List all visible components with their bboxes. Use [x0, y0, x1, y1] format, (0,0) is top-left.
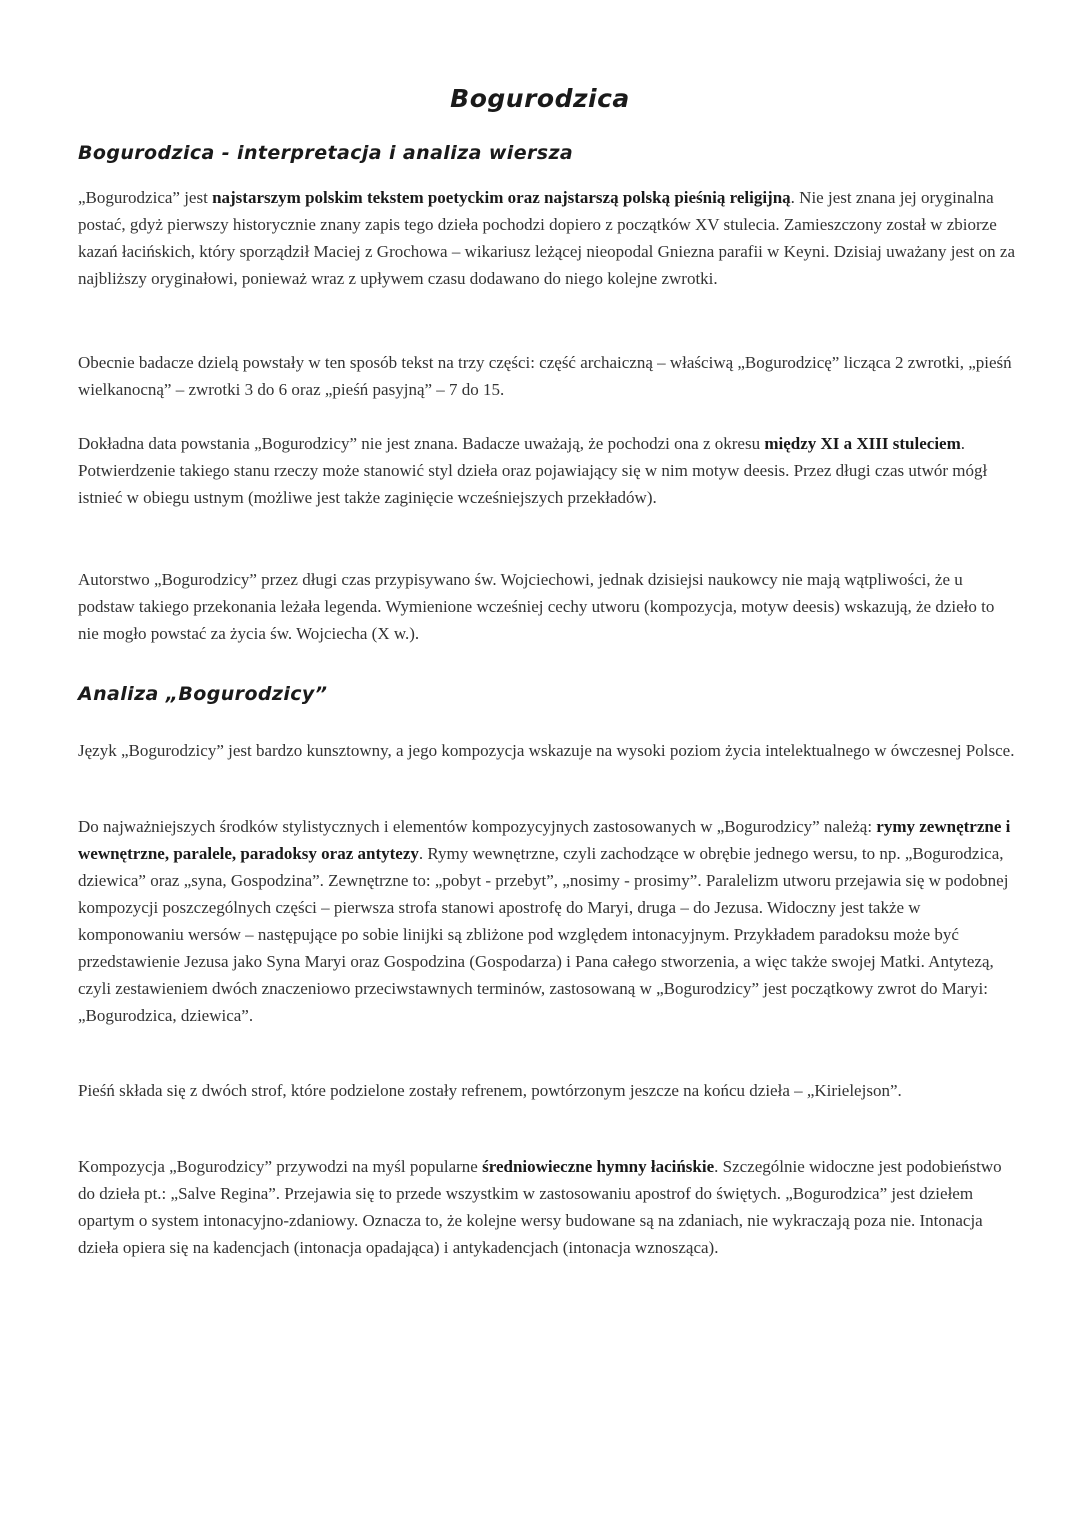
- bold-text-run: najstarszym polskim tekstem poetyckim oraz najstarszą polską pieśnią religijną: [212, 188, 791, 207]
- paragraph-parts: [78, 349, 1018, 403]
- section-heading-interpretation: Bogurodzica - interpretacja i analiza wiersza: [78, 142, 574, 164]
- bold-text-run: średniowieczne hymny łacińskie: [482, 1157, 715, 1176]
- text-run: . Nie jest znana jej oryginalna postać, gdyż pierwszy historycznie znany zapis tego dzieła pochodzi dopiero z początków XV stulecia. Zamieszczony został w zbiorze kazań łacińskich, który sporządził Maciej z Grochowa – wikariusz leżącej nieopodal Gniezna parafii w Keyni. Dzisiaj uważany jest on za najbliższy oryginałowi, ponieważ wraz z upływem czasu dodawano do niego kolejne zwrotki.: [78, 188, 1015, 288]
- section-heading-analysis: Analiza „Bogurodzicy”: [78, 683, 328, 705]
- text-run: Do najważniejszych środków stylistycznych i elementów kompozycyjnych zastosowanych w „Bogurodzicy” należą:: [78, 817, 877, 836]
- page-title: Bogurodzica: [450, 84, 630, 113]
- paragraph-structure: [78, 1077, 1018, 1104]
- text-run: Kompozycja „Bogurodzicy” przywodzi na myśl popularne: [78, 1157, 483, 1176]
- paragraph-authorship: [78, 566, 1018, 647]
- text-run: Autorstwo „Bogurodzicy” przez długi czas przypisywano św. Wojciechowi, jednak dzisiejsi naukowcy nie mają wątpliwości, że u podstaw takiego przekonania leżała legenda. Wymienione wcześniej cechy utworu (kompozycja, motyw deesis) wskazują, że dzieło to nie mogło powstać za życia św. Wojciecha (X w.).: [78, 570, 995, 643]
- paragraph-intro: [78, 184, 1018, 292]
- text-run: . Rymy wewnętrzne, czyli zachodzące w obrębie jednego wersu, to np. „Bogurodzica, dziewica” oraz „syna, Gospodzina”. Zewnętrzne to: „pobyt - przebyt”, „nosimy - prosimy”. Paralelizm utworu przejawia się w podobnej kompozycji poszczególnych części – pierwsza strofa stanowi apostrofę do Maryi, druga – do Jezusa. Widoczny jest także w komponowaniu wersów – następujące po sobie linijki są zbliżone pod względem intonacyjnym. Przykładem paradoksu może być przedstawienie Jezusa jako Syna Maryi oraz Gospodzina (Gospodarza) i Pana całego stworzenia, a więc także swojej Matki. Antytezą, czyli zestawieniem dwóch znaczeniowo przeciwstawnych terminów, zastosowaną w „Bogurodzicy” jest początkowy zwrot do Maryi: „Bogurodzica, dziewica”.: [78, 844, 1009, 1025]
- text-run: Obecnie badacze dzielą powstały w ten sposób tekst na trzy części: część archaiczną – właściwą „Bogurodzicę” licząca 2 zwrotki, „pieśń wielkanocną” – zwrotki 3 do 6 oraz „pieśń pasyjną” – 7 do 15.: [78, 353, 1012, 399]
- paragraph-language: [78, 737, 1018, 764]
- text-run: . Potwierdzenie takiego stanu rzeczy może stanowić styl dzieła oraz pojawiający się w nim motyw deesis. Przez długi czas utwór mógł istnieć w obiegu ustnym (możliwe jest także zaginięcie wcześniejszych przekładów).: [78, 434, 988, 507]
- text-run: . Szczególnie widoczne jest podobieństwo do dzieła pt.: „Salve Regina”. Przejawia się to przede wszystkim w zastosowaniu apostrof do świętych. „Bogurodzica” jest dziełem opartym o system intonacyjno-zdaniowy. Oznacza to, że kolejne wersy budowane są na zdaniach, nie wykraczają poza nie. Intonacja dzieła opiera się na kadencjach (intonacja opadająca) i antykadencjach (intonacja wznosząca).: [78, 1157, 1002, 1257]
- bold-text-run: rymy zewnętrzne i wewnętrzne, paralele, paradoksy oraz antytezy: [78, 817, 1011, 863]
- bold-text-run: między XI a XIII stuleciem: [764, 434, 961, 453]
- text-run: Dokładna data powstania „Bogurodzicy” nie jest znana. Badacze uważają, że pochodzi ona z okresu: [78, 434, 765, 453]
- text-run: „Bogurodzica” jest: [78, 188, 213, 207]
- text-run: Język „Bogurodzicy” jest bardzo kunsztowny, a jego kompozycja wskazuje na wysoki poziom życia intelektualnego w ówczesnej Polsce.: [78, 741, 1015, 760]
- text-run: Pieśń składa się z dwóch strof, które podzielone zostały refrenem, powtórzonym jeszcze na końcu dzieła – „Kirielejson”.: [78, 1081, 902, 1100]
- paragraph-date: [78, 430, 1018, 511]
- paragraph-stylistic-devices: [78, 813, 1018, 1029]
- paragraph-composition: [78, 1153, 1018, 1261]
